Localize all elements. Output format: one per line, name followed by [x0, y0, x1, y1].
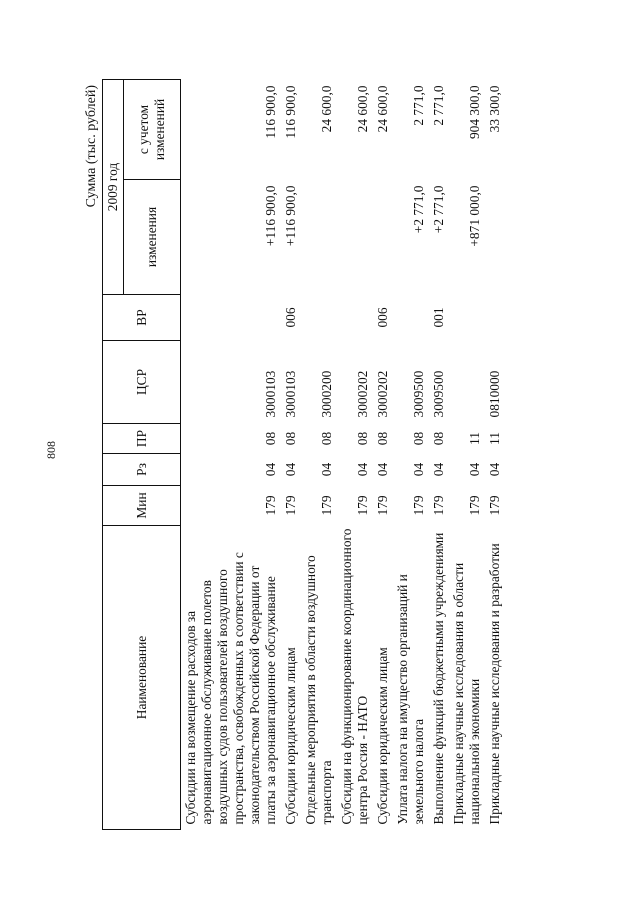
table-row	[337, 79, 373, 829]
row-change	[373, 180, 393, 295]
row-name: Уплата налога на имущество организаций и земельного налога	[395, 574, 426, 825]
row-name: Прикладные научные исследования в области национальной экономики	[451, 562, 482, 825]
row-name: Прикладные научные исследования и разработки	[487, 543, 502, 825]
row-rz: 04	[487, 462, 502, 477]
row-rz: 04	[263, 462, 278, 477]
header-with-changes: с учетом изменений	[124, 79, 181, 179]
row-rz: 04	[467, 462, 482, 477]
row-csr: 3000103	[283, 370, 298, 418]
row-min: 179	[283, 495, 298, 516]
row-min: 179	[355, 495, 370, 516]
row-change: +871 000,0	[467, 185, 482, 247]
row-total: 2 771,0	[431, 85, 446, 126]
row-vr	[337, 295, 373, 341]
header-year: 2009 год	[103, 79, 124, 294]
row-total: 116 900,0	[263, 85, 278, 139]
row-change	[301, 180, 337, 295]
row-vr	[485, 295, 505, 341]
header-name: Наименование	[103, 526, 181, 830]
row-csr: 3009500	[411, 370, 426, 418]
row-vr	[449, 295, 485, 341]
row-min: 179	[263, 495, 278, 516]
row-name: Субсидии юридическим лицам	[283, 647, 298, 825]
row-vr	[301, 295, 337, 341]
row-min: 179	[375, 495, 390, 516]
row-rz: 04	[411, 462, 426, 477]
sum-caption: Сумма (тыс. рублей)	[84, 85, 99, 208]
row-vr	[393, 295, 429, 341]
header-vr: ВР	[103, 295, 181, 341]
page-number: 808	[44, 441, 58, 459]
table-row	[301, 79, 337, 829]
row-rz: 04	[375, 462, 390, 477]
row-pr: 08	[355, 431, 370, 446]
row-csr: 0810000	[487, 370, 502, 418]
table-row	[393, 79, 429, 829]
header-min: Мин	[103, 486, 181, 526]
row-pr: 08	[431, 431, 446, 446]
table-row	[485, 79, 505, 829]
table-row	[181, 79, 282, 829]
table-row	[429, 79, 449, 829]
row-name: Субсидии юридическим лицам	[375, 647, 390, 825]
row-pr: 08	[411, 431, 426, 446]
row-change: +2 771,0	[431, 185, 446, 234]
header-rz: Рз	[103, 454, 181, 486]
row-min: 179	[431, 495, 446, 516]
row-rz: 04	[431, 462, 446, 477]
row-min: 179	[467, 495, 482, 516]
header-change: изменения	[124, 180, 181, 295]
row-name: Выполнение функций бюджетными учреждениями	[431, 532, 446, 825]
row-change: +116 900,0	[283, 185, 298, 247]
row-min: 179	[487, 495, 502, 516]
row-pr: 11	[467, 432, 482, 445]
row-pr: 11	[487, 432, 502, 445]
row-name: Субсидии на функционирование координационного центра Россия - НАТО	[339, 528, 370, 825]
rotated-table-area	[80, 80, 540, 830]
row-total: 24 600,0	[375, 85, 390, 133]
row-vr: 006	[375, 307, 390, 328]
row-total: 33 300,0	[487, 85, 502, 133]
row-csr	[449, 341, 485, 424]
row-rz: 04	[283, 462, 298, 477]
row-min: 179	[411, 495, 426, 516]
row-vr	[181, 295, 282, 341]
row-total: 904 300,0	[467, 85, 482, 140]
row-csr: 3000103	[263, 370, 278, 418]
row-change: +2 771,0	[411, 185, 426, 234]
header-csr: ЦСР	[103, 341, 181, 424]
row-vr: 001	[431, 307, 446, 328]
row-change: +116 900,0	[263, 185, 278, 247]
table-row	[373, 79, 393, 829]
row-vr: 006	[283, 307, 298, 328]
row-csr: 3000202	[355, 370, 370, 418]
row-pr: 08	[283, 431, 298, 446]
budget-table	[102, 79, 505, 830]
row-total: 24 600,0	[319, 85, 334, 133]
row-total: 24 600,0	[355, 85, 370, 133]
row-name: Отдельные мероприятия в области воздушного транспорта	[303, 555, 334, 825]
row-name: Субсидии на возмещение расходов за аэронавигационное обслуживание полетов воздушных судов пользователей воздушного пространства, освобожденных в соответствии с законодательством Российской Федерации от платы за аэронавигационное обслуживание	[183, 552, 278, 825]
row-rz: 04	[355, 462, 370, 477]
row-total: 2 771,0	[411, 85, 426, 126]
row-pr: 08	[375, 431, 390, 446]
row-csr: 3009500	[431, 370, 446, 418]
row-csr: 3000202	[375, 370, 390, 418]
row-csr: 3000200	[319, 370, 334, 418]
row-pr: 08	[263, 431, 278, 446]
header-pr: ПР	[103, 424, 181, 454]
table-row	[281, 79, 301, 829]
row-min: 179	[319, 495, 334, 516]
row-change	[337, 180, 373, 295]
row-rz: 04	[319, 462, 334, 477]
table-row	[449, 79, 485, 829]
row-pr: 08	[319, 431, 334, 446]
row-total: 116 900,0	[283, 85, 298, 139]
row-change	[485, 180, 505, 295]
